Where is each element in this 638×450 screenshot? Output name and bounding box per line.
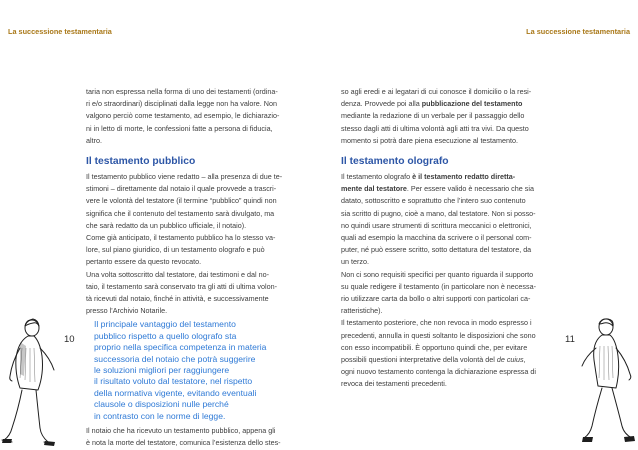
text-line: no quindi usare strumenti di scrittura meccanici o elettronici, [341, 220, 532, 230]
text-line: presso l’Archivio Notarile. [86, 306, 168, 316]
text-line: taio, il testamento sarà conservato tra gli atti di ultima volon- [86, 281, 277, 291]
italic-phrase: de cuius [496, 355, 524, 365]
bold-phrase: è il testamento redatto diretta- [412, 172, 516, 182]
left-intro-paragraph [86, 86, 296, 147]
right-intro-paragraph [341, 86, 555, 147]
left-column [86, 86, 296, 450]
text-line: stimoni – direttamente dal notaio il quale provvede a trascri- [86, 184, 277, 194]
text-line: ogni nuovo testamento contenga la dichiarazione espressa di [341, 367, 536, 377]
running-head-left: La successione testamentaria [8, 27, 112, 36]
section-heading-pubblico: Il testamento pubblico [86, 156, 196, 168]
page-number-left: 10 [64, 334, 75, 345]
quote-line: proprio nella specifica competenza in materia [94, 342, 267, 353]
quote-line: pubblico rispetto a quello olografo sta [94, 330, 237, 341]
text-line: so agli eredi e ai legatari di cui conosce il domicilio o la resi- [341, 87, 532, 96]
text-line: vere le volontà del testatore (il termine “pubblico” quindi non [86, 196, 277, 206]
text-line: con esso incompatibili. È opportuno quindi che, per evitare [341, 342, 528, 352]
walking-figure-left [0, 318, 58, 447]
text-run: , [523, 355, 526, 365]
quote-line: Il principale vantaggio del testamento [94, 319, 236, 330]
text-line: valgono perciò come testamento, ad esempio, le dichiarazio- [86, 111, 280, 121]
quote-line: in contrasto con le norme di legge. [94, 410, 226, 421]
text-line: sia scritto di pugno, cioè a mano, dal testatore. Non si posso- [341, 208, 536, 218]
text-line: Non ci sono requisiti specifici per quanto riguarda il supporto [341, 269, 534, 279]
text-line: ni in letto di morte, le confessioni fatte a persona di fiducia, [86, 123, 273, 133]
text-line: ratteristiche). [341, 306, 383, 316]
quote-line: della normativa vigente, evitando eventuali [94, 387, 257, 398]
text-line: datato, sottoscritto e soprattutto che l’intero suo contenuto [341, 196, 526, 206]
quote-line: successoria del notaio che potrà suggerire [94, 353, 256, 364]
text-line [341, 171, 555, 183]
text-line: un terzo. [341, 257, 369, 267]
text-line: puter, né può essere scritto, sotto dettatura del testatore, da [341, 245, 532, 255]
text-line: Una volta sottoscritto dal testatore, dai testimoni e dal no- [86, 269, 269, 279]
right-column [341, 86, 555, 391]
text-run: Il testamento olografo [341, 172, 413, 182]
text-line: stesso dagli atti di ultima volontà agli atti tra vivi. Da questo [341, 123, 529, 133]
text-line: tà ricevuti dal notaio, finché in attività, e successivamente [86, 294, 269, 304]
right-body-paragraph [341, 171, 555, 391]
text-line: taria non espressa nella forma di uno dei testamenti (ordina- [86, 87, 278, 96]
left-body-paragraph [86, 171, 296, 317]
section-heading-olografo: Il testamento olografo [341, 156, 449, 168]
text-line: Come già anticipato, il testamento pubblico ha lo stesso va- [86, 233, 276, 243]
text-run: possibili questioni interpretative della volontà del [341, 355, 497, 365]
text-line: momento si potrà dare piena esecuzione al testamento. [341, 135, 518, 145]
text-line: altro. [86, 135, 102, 145]
text-line: lore, sul piano giuridico, di un testamento olografo e può [86, 245, 265, 255]
running-head-right: La successione testamentaria [526, 27, 630, 36]
text-line: quali ad esempio la macchina da scrivere o il personal com- [341, 233, 532, 243]
text-line [341, 354, 555, 366]
text-line: è nota la morte del testatore, comunica l’esistenza dello stes- [86, 438, 281, 448]
text-line: che sarà redatto da un pubblico ufficiale, il notaio). [86, 220, 247, 230]
bold-phrase: pubblicazione del testamento [421, 99, 523, 109]
left-tail-paragraph [86, 425, 296, 449]
quote-line: le soluzioni migliori per raggiungere [94, 365, 230, 376]
text-run: . Per essere valido è necessario che sia [406, 184, 534, 194]
text-line: pertanto essere da questo revocato. [86, 257, 202, 267]
text-line: rio utilizzare carta da bollo o altri supporti con particolari ca- [341, 294, 531, 304]
quote-line: il risultato voluto dal testatore, nel rispetto [94, 376, 253, 387]
bold-phrase: mente dal testatore [341, 184, 407, 194]
text-line: Il notaio che ha ricevuto un testamento pubblico, appena gli [86, 426, 276, 436]
pull-quote [94, 319, 296, 422]
text-run: denza. Provvede poi alla [341, 99, 422, 109]
page-number-right: 11 [565, 334, 575, 345]
text-line: significa che il contenuto del testamento sarà divulgato, ma [86, 208, 275, 218]
text-line: Il testamento pubblico viene redatto – alla presenza di due te- [86, 172, 283, 182]
text-line: precedenti, annulla in questi soltanto le disposizioni che sono [341, 330, 536, 340]
text-line: Il testamento posteriore, che non revoca in modo espresso i [341, 318, 532, 328]
text-line: revoca dei testamenti precedenti. [341, 379, 447, 389]
text-line [341, 98, 555, 110]
text-line [341, 183, 555, 195]
text-line: ri e/o straordinari) disciplinati dalla legge non ha valore. Non [86, 99, 277, 109]
quote-line: clausole o disposizioni nulle perché [94, 399, 229, 410]
text-line: mediante la redazione di un verbale per il passaggio dello [341, 111, 525, 121]
walking-figure-right [580, 318, 638, 447]
text-line: su quale redigere il testamento (in particolare non è necessa- [341, 281, 536, 291]
